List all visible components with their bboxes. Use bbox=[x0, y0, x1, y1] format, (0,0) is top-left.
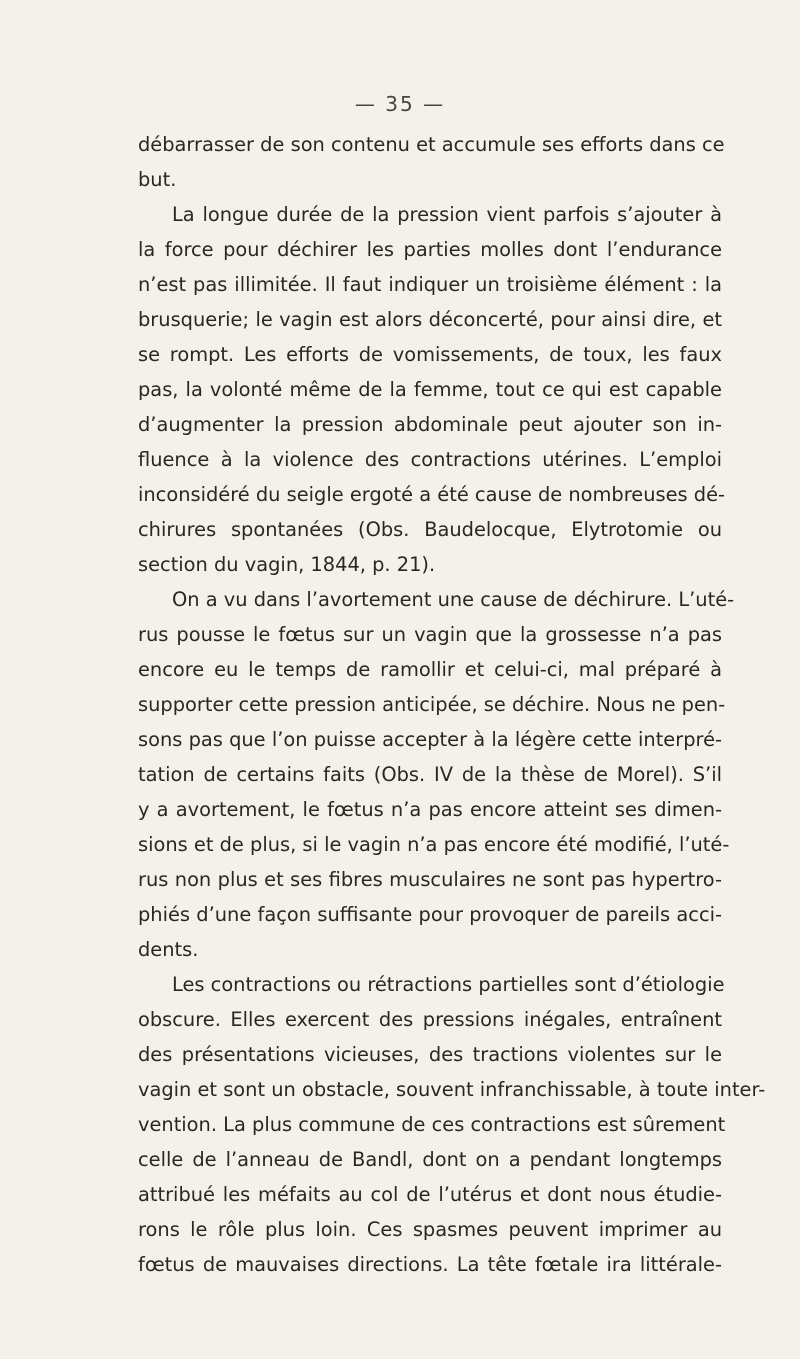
text-line: encore eu le temps de ramollir et celui-ci, mal préparé à bbox=[138, 658, 722, 681]
text-line: débarrasser de son contenu et accumule ses efforts dans ce bbox=[138, 133, 725, 156]
text-line: Les contractions ou rétractions partielles sont d’étiologie bbox=[172, 973, 725, 996]
text-line: phiés d’une façon suffisante pour provoquer de pareils acci- bbox=[138, 903, 722, 926]
text-line: brusquerie; le vagin est alors déconcerté, pour ainsi dire, et bbox=[138, 308, 722, 331]
text-line: but. bbox=[138, 168, 177, 191]
text-line: rus pousse le fœtus sur un vagin que la grossesse n’a pas bbox=[138, 623, 722, 646]
text-line: chirures spontanées (Obs. Baudelocque, Elytrotomie ou bbox=[138, 518, 722, 541]
text-line: se rompt. Les efforts de vomissements, de toux, les faux bbox=[138, 343, 722, 366]
text-line: On a vu dans l’avortement une cause de déchirure. L’uté- bbox=[172, 588, 735, 611]
text-line: n’est pas illimitée. Il faut indiquer un troisième élément : la bbox=[138, 273, 722, 296]
text-line: vention. La plus commune de ces contractions est sûrement bbox=[138, 1113, 726, 1136]
text-line: inconsidéré du seigle ergoté a été cause de nombreuses dé- bbox=[138, 483, 726, 506]
text-line: La longue durée de la pression vient parfois s’ajouter à bbox=[172, 203, 722, 226]
text-line: rus non plus et ses fibres musculaires ne sont pas hypertro- bbox=[138, 868, 722, 891]
text-line: fluence à la violence des contractions utérines. L’emploi bbox=[138, 448, 722, 471]
text-line: des présentations vicieuses, des tractions violentes sur le bbox=[138, 1043, 722, 1066]
text-line: sons pas que l’on puisse accepter à la légère cette interpré- bbox=[138, 728, 722, 751]
text-line: y a avortement, le fœtus n’a pas encore atteint ses dimen- bbox=[138, 798, 722, 821]
text-line: rons le rôle plus loin. Ces spasmes peuvent imprimer au bbox=[138, 1218, 722, 1241]
text-line: la force pour déchirer les parties molles dont l’endurance bbox=[138, 238, 722, 261]
text-line: d’augmenter la pression abdominale peut ajouter son in- bbox=[138, 413, 722, 436]
text-line: attribué les méfaits au col de l’utérus et dont nous étudie- bbox=[138, 1183, 722, 1206]
text-line: vagin et sont un obstacle, souvent infranchissable, à toute inter- bbox=[138, 1078, 766, 1101]
text-line: celle de l’anneau de Bandl, dont on a pendant longtemps bbox=[138, 1148, 722, 1171]
page-number: — 35 — bbox=[354, 92, 446, 116]
text-line: section du vagin, 1844, p. 21). bbox=[138, 553, 436, 576]
text-line: tation de certains faits (Obs. IV de la thèse de Morel). S’il bbox=[138, 763, 722, 786]
text-line: supporter cette pression anticipée, se déchire. Nous ne pen- bbox=[138, 693, 726, 716]
text-line: obscure. Elles exercent des pressions inégales, entraînent bbox=[138, 1008, 722, 1031]
text-line: fœtus de mauvaises directions. La tête fœtale ira littérale- bbox=[138, 1253, 722, 1276]
text-line: dents. bbox=[138, 938, 199, 961]
body-text bbox=[138, 127, 766, 1282]
text-line: sions et de plus, si le vagin n’a pas encore été modifié, l’uté- bbox=[138, 833, 730, 856]
text-line: pas, la volonté même de la femme, tout ce qui est capable bbox=[138, 378, 722, 401]
